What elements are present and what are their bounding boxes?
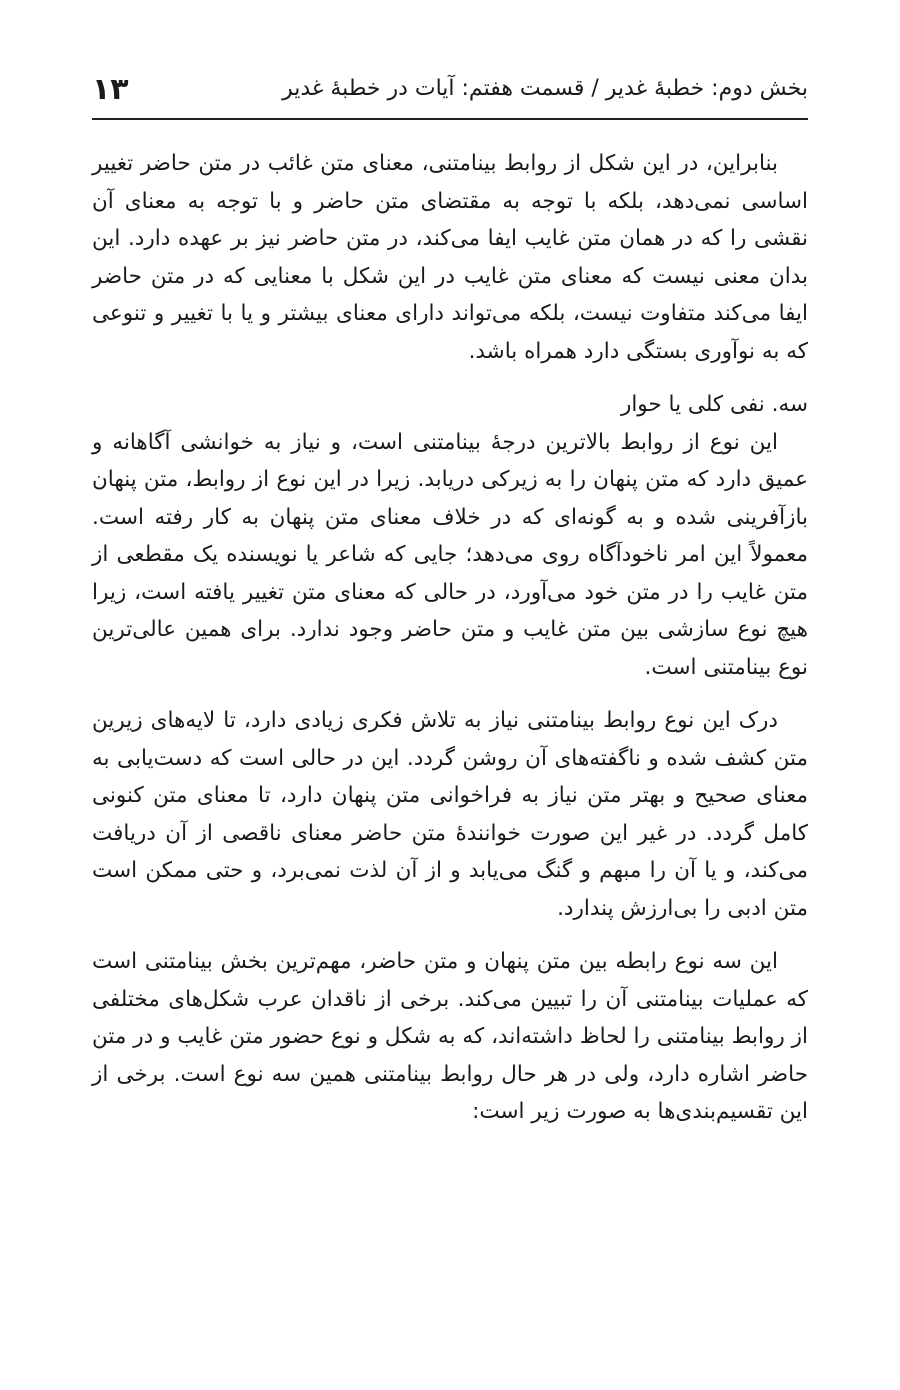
- paragraph-1: بنابراین، در این شکل از روابط بینامتنی، معنای متن غائب در متن حاضر تغییر اساسی نمی‌دهد، بلکه با توجه به مقتضای متن حاضر و با توجه به معنای آن نقشی را که در همان متن غایب ایفا می‌کند، در متن حاضر نیز بر عهده دارد. این بدان معنی نیست که معنای متن غایب در این شکل با معنایی که در متن حاضر ایفا می‌کند متفاوت نیست، بلکه می‌تواند دارای معنای بیشتر و یا با تغییر و تنوعی که به نوآوری بستگی دارد همراه باشد.: [92, 151, 808, 364]
- page-number: ۱۳: [92, 72, 129, 107]
- body-text: [92, 145, 808, 1147]
- paragraph-4: این سه نوع رابطه بین متن پنهان و متن حاضر، مهم‌ترین بخش بینامتنی است که عملیات بینامتنی آن را تبیین می‌کند. برخی از ناقدان عرب شکل‌های مختلفی از روابط بینامتنی را لحاظ داشته‌اند، که به شکل و نوع حضور متن غایب و در متن حاضر اشاره دارد، ولی در هر حال روابط بینامتنی همین سه نوع است. برخی از این تقسیم‌بندی‌ها به صورت زیر است:: [92, 949, 808, 1124]
- section-heading: سه. نفی کلی یا حوار: [620, 392, 808, 417]
- running-header: [92, 72, 808, 112]
- header-divider: [92, 118, 808, 120]
- paragraph-2: این نوع از روابط بالاترین درجهٔ بینامتنی است، و نیاز به خوانشی آگاهانه و عمیق دارد که متن پنهان را به زیرکی دریابد. زیرا در این نوع از روابط، متن پنهان بازآفرینی شده و به گونه‌ای که در خلاف معنای متن پنهان به کار رفته است. معمولاً این امر ناخودآگاه روی می‌دهد؛ جایی که شاعر یا نویسنده یک مقطعی از متن غایب را در متن خود می‌آورد، در حالی که معنای متن تغییر یافته است، زیرا هیچ نوع سازشی بین متن غایب و متن حاضر وجود ندارد. برای همین عالی‌ترین نوع بینامتنی است.: [92, 429, 808, 680]
- header-title: بخش دوم: خطبهٔ غدیر / قسمت هفتم: آیات در خطبهٔ غدیر: [282, 76, 808, 101]
- paragraph-3: درک این نوع روابط بینامتنی نیاز به تلاش فکری زیادی دارد، تا لایه‌های زیرین متن کشف شده و ناگفته‌های آن روشن گردد. این در حالی است که دست‌یابی به معنای صحیح و بهتر متن نیاز به فراخوانی متن پنهان دارد، تا معنای متن کنونی کامل گردد. در غیر این صورت خوانندهٔ متن حاضر معنای ناقصی از آن دریافت می‌کند، و یا آن را مبهم و گنگ می‌یابد و از آن لذت نمی‌برد، و حتی ممکن است متن ادبی را بی‌ارزش پندارد.: [92, 708, 808, 921]
